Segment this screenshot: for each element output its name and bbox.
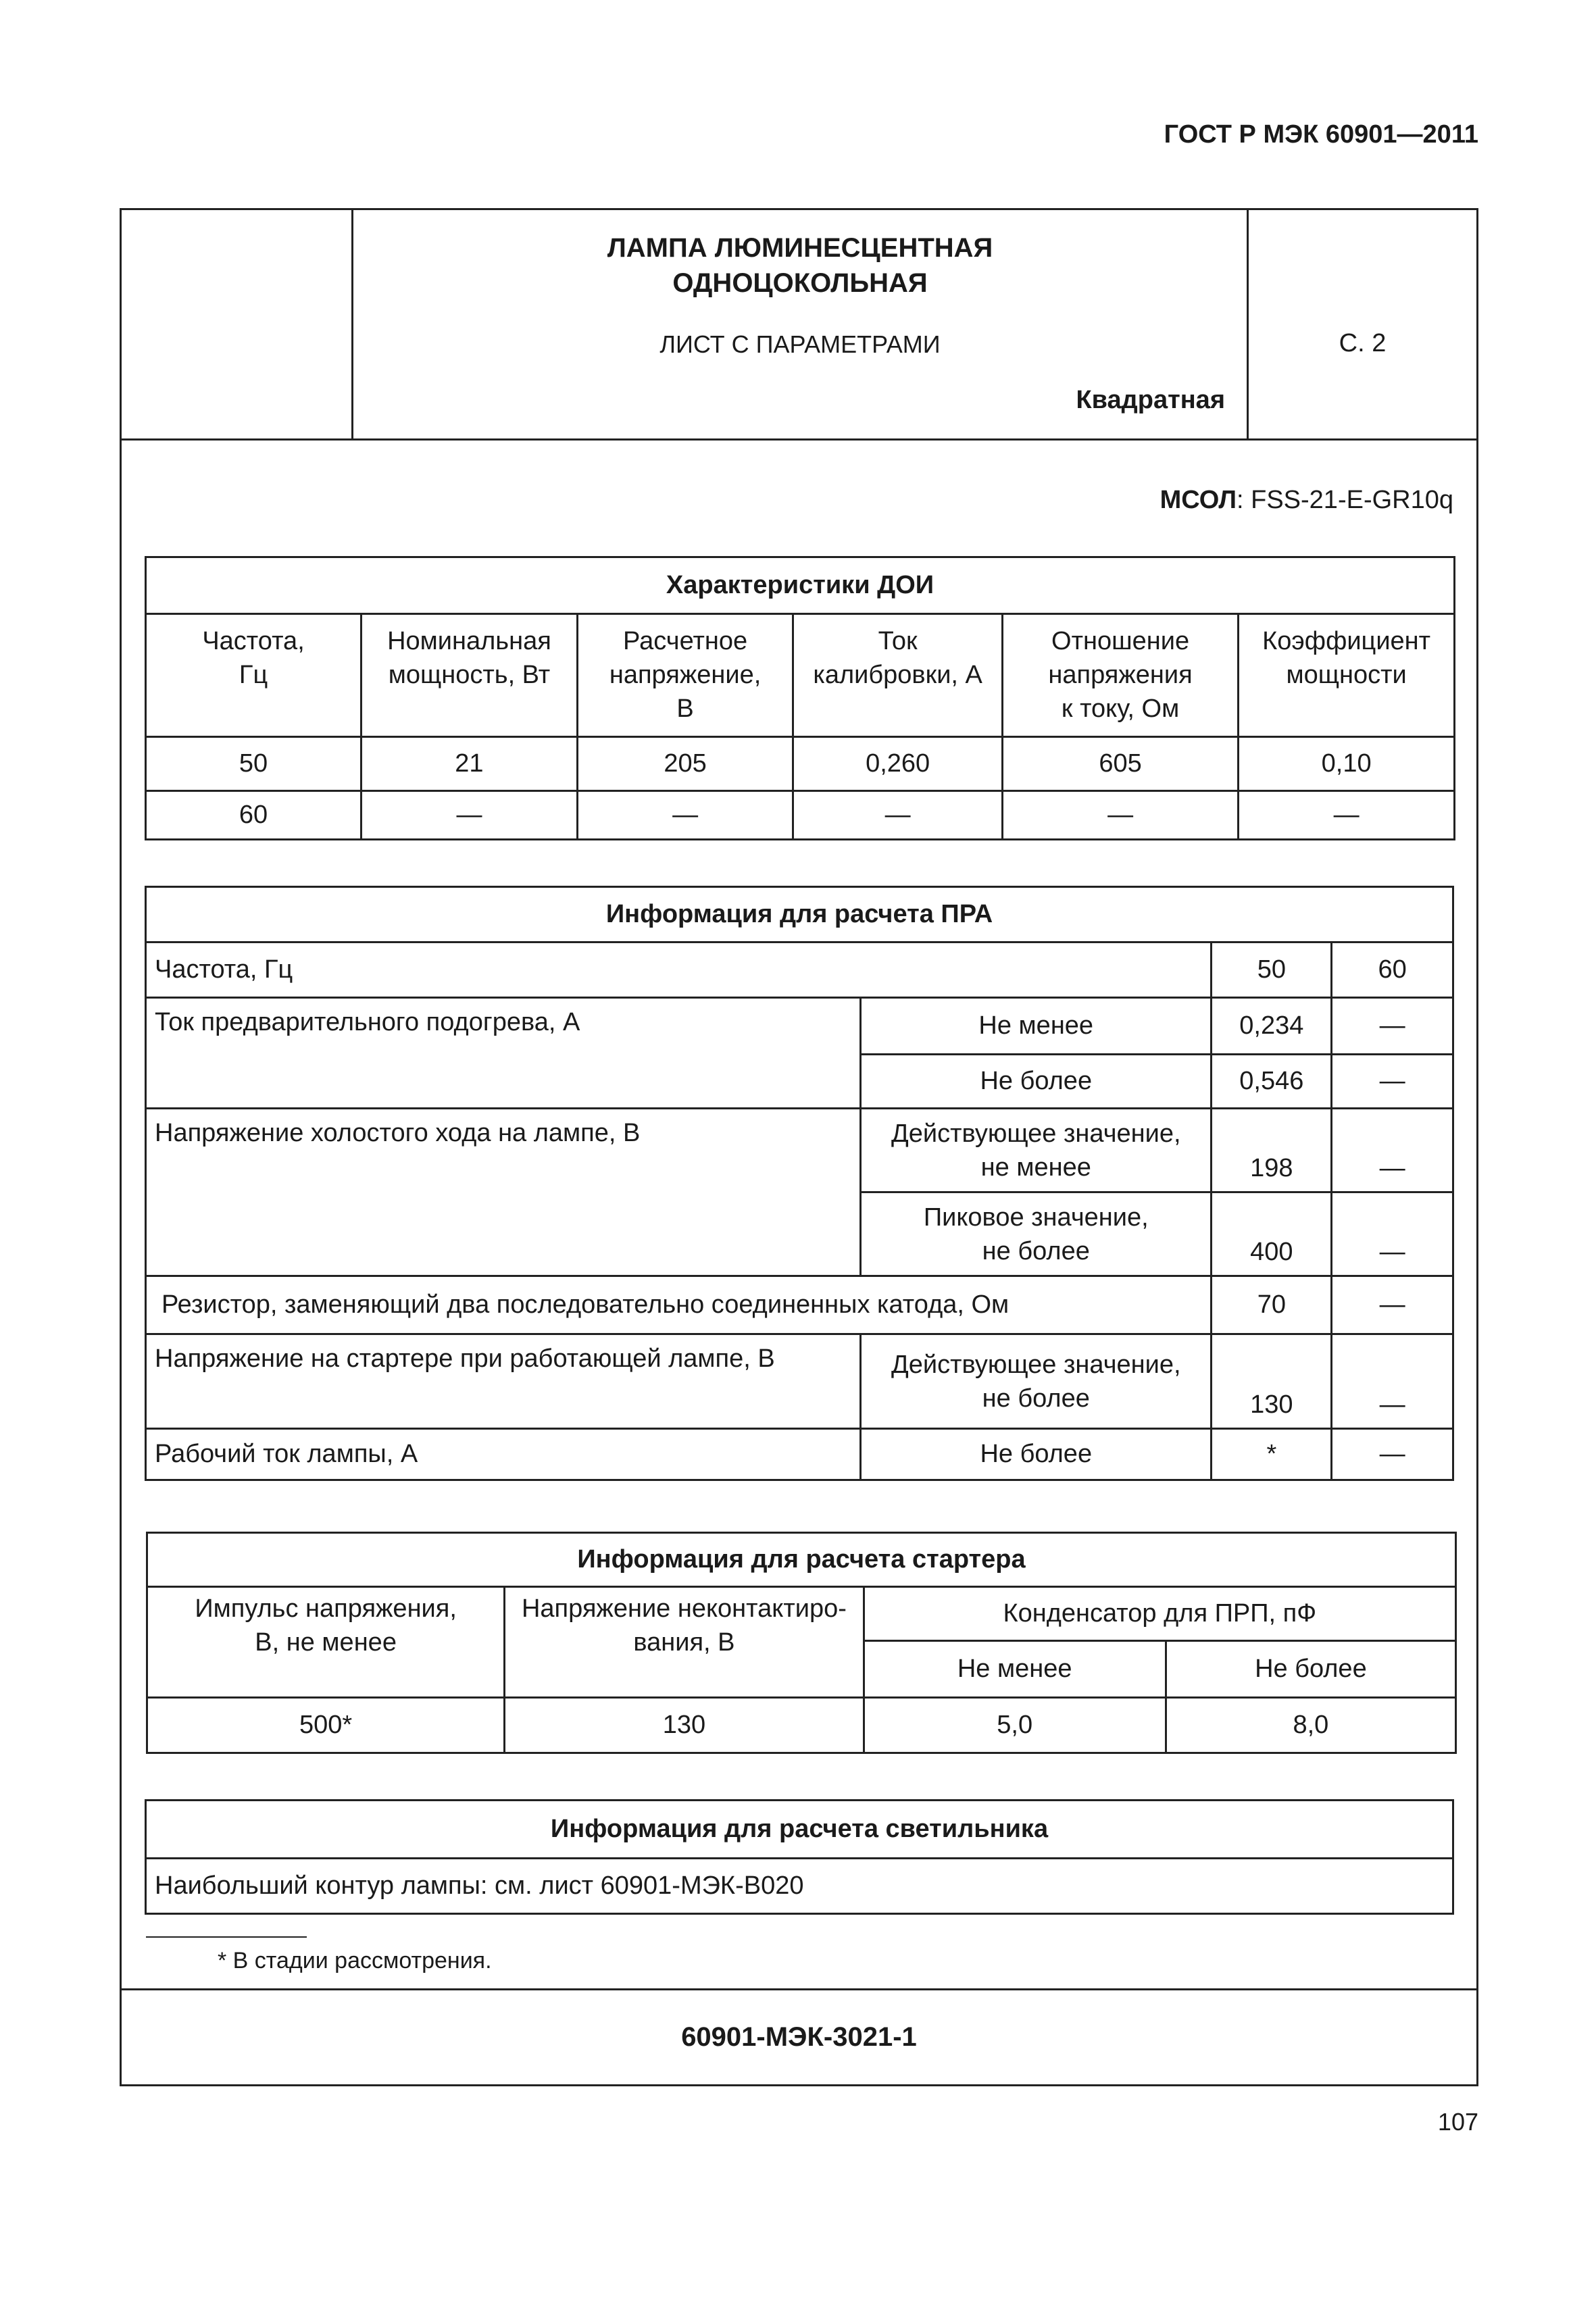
pra-frequency-label: Частота, Гц bbox=[146, 942, 1212, 998]
pra-frequency-50: 50 bbox=[1212, 942, 1332, 998]
doi-header-power: Номинальная мощность, Вт bbox=[361, 614, 578, 737]
sheet-subtitle: ЛИСТ С ПАРАМЕТРАМИ bbox=[659, 330, 941, 358]
luminaire-title: Информация для расчета светильника bbox=[146, 1801, 1453, 1859]
starter-header-capacitor: Конденсатор для ПРП, пФ bbox=[864, 1587, 1455, 1641]
starter-pulse-value: 500* bbox=[147, 1698, 505, 1753]
pra-operating-current-60: — bbox=[1332, 1429, 1453, 1480]
pra-ocv-peak-label: Пиковое значение, не более bbox=[861, 1192, 1212, 1276]
doi-cell: — bbox=[361, 791, 578, 840]
doi-cell: 0,10 bbox=[1239, 737, 1455, 791]
doi-cell: 205 bbox=[577, 737, 793, 791]
starter-header-pulse: Импульс напряжения, В, не менее bbox=[147, 1587, 505, 1698]
pra-operating-current-condition: Не более bbox=[861, 1429, 1212, 1480]
doi-cell: — bbox=[577, 791, 793, 840]
msol-value: : FSS-21-E-GR10q bbox=[1237, 486, 1453, 514]
pra-resistor-label: Резистор, заменяющий два последовательно соединенных катода, Ом bbox=[146, 1276, 1212, 1334]
starter-table bbox=[146, 1532, 1457, 1754]
pra-ocv-rms-60: — bbox=[1332, 1109, 1453, 1192]
doi-header-voltage: Расчетное напряжение, В bbox=[577, 614, 793, 737]
doi-table bbox=[145, 556, 1455, 840]
pra-title: Информация для расчета ПРА bbox=[146, 887, 1453, 942]
pra-preheat-min-60: — bbox=[1332, 998, 1453, 1055]
doi-row bbox=[146, 737, 1455, 791]
doi-cell: — bbox=[1239, 791, 1455, 840]
pra-preheat-max-50: 0,546 bbox=[1212, 1055, 1332, 1109]
pra-starter-voltage-row bbox=[146, 1334, 1453, 1429]
pra-ocv-peak-50: 400 bbox=[1212, 1192, 1332, 1276]
header-right-cell bbox=[1247, 210, 1478, 438]
doi-cell: 0,260 bbox=[793, 737, 1003, 791]
starter-cap-max-value: 8,0 bbox=[1166, 1698, 1455, 1753]
pra-preheat-min-label: Не менее bbox=[861, 998, 1212, 1055]
starter-header-nonoperation: Напряжение неконтактиро- вания, В bbox=[505, 1587, 864, 1698]
pra-preheat-min-row bbox=[146, 998, 1453, 1055]
msol-label: МСОЛ bbox=[1159, 486, 1237, 514]
msol-designation bbox=[1160, 486, 1453, 515]
lamp-type: Квадратная bbox=[1076, 386, 1225, 414]
parameter-sheet-frame bbox=[120, 208, 1478, 2086]
luminaire-table bbox=[145, 1799, 1454, 1915]
sheet-id: 60901-МЭК-3021-1 bbox=[681, 2022, 917, 2052]
pra-starter-voltage-60: — bbox=[1332, 1334, 1453, 1429]
starter-header-cap-min: Не менее bbox=[864, 1641, 1166, 1698]
pra-ocv-rms-row bbox=[146, 1109, 1453, 1192]
pra-ocv-label: Напряжение холостого хода на лампе, В bbox=[146, 1109, 861, 1276]
pra-starter-voltage-condition: Действующее значение, не более bbox=[861, 1334, 1212, 1429]
pra-resistor-row bbox=[146, 1276, 1453, 1334]
doi-cell: — bbox=[1002, 791, 1238, 840]
footnote-separator bbox=[146, 1936, 307, 1938]
page-number: 107 bbox=[1437, 2108, 1478, 2136]
doi-cell: 605 bbox=[1002, 737, 1238, 791]
doi-cell: 60 bbox=[146, 791, 361, 840]
sheet-page-label: С. 2 bbox=[1339, 329, 1387, 357]
starter-nonoperation-value: 130 bbox=[505, 1698, 864, 1753]
pra-preheat-min-50: 0,234 bbox=[1212, 998, 1332, 1055]
pra-operating-current-row bbox=[146, 1429, 1453, 1480]
starter-title: Информация для расчета стартера bbox=[147, 1533, 1456, 1587]
pra-starter-voltage-label: Напряжение на стартере при работающей лампе, В bbox=[146, 1334, 861, 1429]
pra-table bbox=[145, 886, 1454, 1481]
pra-preheat-max-label: Не более bbox=[861, 1055, 1212, 1109]
document-code: ГОСТ Р МЭК 60901—2011 bbox=[1164, 120, 1478, 149]
luminaire-text: Наибольший контур лампы: см. лист 60901-МЭК-В020 bbox=[146, 1859, 1453, 1914]
pra-ocv-rms-50: 198 bbox=[1212, 1109, 1332, 1192]
pra-frequency-60: 60 bbox=[1332, 942, 1453, 998]
pra-ocv-peak-60: — bbox=[1332, 1192, 1453, 1276]
pra-operating-current-50: * bbox=[1212, 1429, 1332, 1480]
starter-values-row bbox=[147, 1698, 1456, 1753]
sheet-header bbox=[122, 210, 1476, 441]
doi-header-current: Ток калибровки, А bbox=[793, 614, 1003, 737]
doi-title: Характеристики ДОИ bbox=[146, 557, 1455, 614]
doi-header-frequency: Частота, Гц bbox=[146, 614, 361, 737]
starter-header-cap-max: Не более bbox=[1166, 1641, 1455, 1698]
pra-operating-current-label: Рабочий ток лампы, А bbox=[146, 1429, 861, 1480]
header-left-cell bbox=[122, 210, 353, 438]
doi-header-ratio: Отношение напряжения к току, Ом bbox=[1002, 614, 1238, 737]
starter-cap-min-value: 5,0 bbox=[864, 1698, 1166, 1753]
sheet-title-line2: ОДНОЦОКОЛЬНАЯ bbox=[672, 268, 928, 298]
doi-row bbox=[146, 791, 1455, 840]
doi-cell: — bbox=[793, 791, 1003, 840]
footnote: * В стадии рассмотрения. bbox=[218, 1948, 492, 1973]
sheet-title bbox=[353, 230, 1247, 301]
sheet-title-line1: ЛАМПА ЛЮМИНЕСЦЕНТНАЯ bbox=[607, 233, 993, 263]
footer-divider bbox=[122, 1988, 1476, 1990]
pra-resistor-50: 70 bbox=[1212, 1276, 1332, 1334]
pra-preheat-max-60: — bbox=[1332, 1055, 1453, 1109]
pra-preheat-label: Ток предварительного подогрева, А bbox=[146, 998, 861, 1109]
pra-frequency-row bbox=[146, 942, 1453, 998]
pra-starter-voltage-50: 130 bbox=[1212, 1334, 1332, 1429]
doi-cell: 50 bbox=[146, 737, 361, 791]
pra-ocv-rms-label: Действующее значение, не менее bbox=[861, 1109, 1212, 1192]
doi-header-power-factor: Коэффициент мощности bbox=[1239, 614, 1455, 737]
pra-resistor-60: — bbox=[1332, 1276, 1453, 1334]
doi-cell: 21 bbox=[361, 737, 578, 791]
